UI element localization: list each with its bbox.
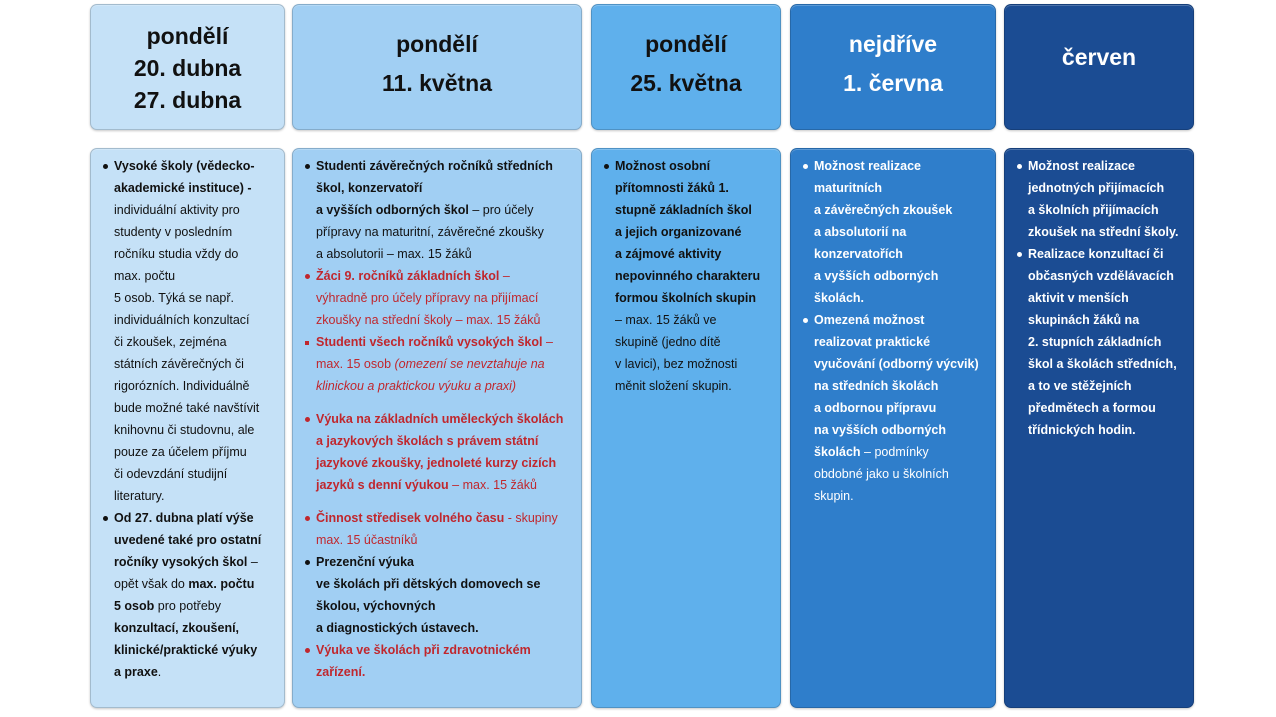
bold-text: formou školních skupin [615,291,756,305]
bullet-item [316,265,577,331]
bold-text: Výuka na základních uměleckých školách [316,412,564,426]
bold-text: ročníky vysokých škol [114,555,248,569]
bold-text: Studenti závěrečných ročníků středních [316,159,553,173]
text-line [114,551,280,573]
text-line [814,353,991,375]
body-text: – [247,555,258,569]
text-line [1028,287,1189,309]
text-line [114,507,280,529]
bold-text: Možnost osobní [615,159,711,173]
text-line [316,551,577,573]
bullet-item [814,155,991,309]
bullet-icon [305,648,310,653]
text-line [114,221,280,243]
header-line: nejdříve [848,31,938,57]
text-line [1028,309,1189,331]
body-text: výhradně pro účely přípravy na přijímací [316,291,539,305]
text-line [316,507,577,529]
text-line [316,331,577,353]
bullet-icon [803,318,808,323]
text-line [814,375,991,397]
header-line: pondělí [645,31,727,57]
bold-text: jazyků s denní výukou [316,478,449,492]
bullet-icon [1017,252,1022,257]
body-text: max. 15 osob [316,357,395,371]
date-header [1004,4,1194,130]
bold-text: přítomnosti žáků 1. [615,181,729,195]
date-header [292,4,582,130]
text-line [316,265,577,287]
text-line [316,661,577,683]
bold-text: nepovinného charakteru [615,269,761,283]
bold-text: Možnost realizace [1028,159,1135,173]
bold-text: zařízení. [316,665,366,679]
bold-text: školou, výchovných [316,599,436,613]
body-text: ročníku studia vždy do [114,247,239,261]
body-text: - skupiny [504,511,558,525]
bold-text: škol a školách středních, [1028,357,1177,371]
bold-text: Vysoké školy (vědecko- [114,159,255,173]
body-text: – [499,269,510,283]
bold-text: realizovat praktické [814,335,931,349]
bold-text: 2. stupních základních [1028,335,1162,349]
measures-panel [790,148,996,708]
text-line [114,485,280,507]
date-header [591,4,781,130]
bullet-item [1028,155,1189,243]
body-text: a absolutorii – max. 15 žáků [316,247,472,261]
header-line: pondělí [146,23,229,49]
bold-text: a zájmové aktivity [615,247,722,261]
bold-text: akademické instituce) - [114,181,252,195]
body-text: či odevzdání studijní [114,467,228,481]
measures-panel [591,148,781,708]
measures-panel [1004,148,1194,708]
text-line [114,617,280,639]
text-line [316,639,577,661]
text-line [316,221,577,243]
bold-text: na středních školách [814,379,939,393]
text-line [615,243,776,265]
text-line [114,353,280,375]
italic-note: klinickou a praktickou výuku a praxi) [316,379,517,393]
bold-text: Činnost středisek volného času [316,511,505,525]
bold-text: a závěrečných zkoušek [814,203,953,217]
text-line [114,441,280,463]
timeline-column-3 [591,0,781,717]
bullet-icon [305,417,310,422]
text-line [114,397,280,419]
text-line [1028,397,1189,419]
text-line [814,177,991,199]
text-line [615,353,776,375]
bold-text: uvedené také pro ostatní [114,533,262,547]
measures-panel [292,148,582,708]
body-text: . [157,665,162,679]
text-line [114,265,280,287]
body-text: – pro účely [468,203,534,217]
text-line [316,617,577,639]
text-line [1028,419,1189,441]
body-text: knihovnu či studovnu, ale [114,423,255,437]
bold-text: konzervatořích [814,247,903,261]
bullet-icon [1017,164,1022,169]
body-text: – max. 15 žáků [448,478,537,492]
bullet-icon [305,164,310,169]
text-line [615,199,776,221]
bold-text: Studenti všech ročníků vysokých škol [316,335,543,349]
bullet-item [316,551,577,639]
text-line [114,331,280,353]
text-line [316,573,577,595]
bullet-item [814,309,991,507]
text-line [114,573,280,595]
text-line [114,177,280,199]
text-line [814,155,991,177]
bold-text: maturitních [814,181,883,195]
text-line [615,331,776,353]
text-line [814,221,991,243]
body-text: 5 osob. Týká se např. [114,291,234,305]
bold-text: škol, konzervatoří [316,181,423,195]
text-line [316,430,577,452]
text-line [814,265,991,287]
text-line [814,397,991,419]
body-text: obdobné jako u školních [814,467,949,481]
header-line: 25. května [630,70,742,96]
bold-text: a absolutorií na [814,225,907,239]
bullet-icon [305,560,310,565]
text-line [814,485,991,507]
text-line [1028,177,1189,199]
text-line [316,375,577,397]
text-line [1028,375,1189,397]
timeline-column-4 [790,0,996,717]
header-line: 27. dubna [133,87,242,113]
body-text: – max. 15 žáků ve [615,313,717,327]
body-text: bude možné také navštívit [114,401,260,415]
text-line [114,595,280,617]
text-line [814,463,991,485]
bold-text: a to ve stěžejních [1028,379,1132,393]
text-line [114,309,280,331]
body-text: studenty v posledním [114,225,233,239]
bullet-icon [103,516,108,521]
text-line [814,441,991,463]
text-line [316,155,577,177]
italic-note: (omezení se nevztahuje na [394,357,545,371]
body-text: max. počtu [114,269,176,283]
text-line [814,309,991,331]
body-text: zkoušky na střední školy – max. 15 žáků [316,313,541,327]
timeline-column-2 [292,0,582,717]
text-line [114,639,280,661]
bold-text: a vyšších odborných škol [316,203,469,217]
bold-text: předmětech a formou [1028,401,1156,415]
text-line [615,309,776,331]
bold-text: Možnost realizace [814,159,921,173]
bold-text: 5 osob [114,599,155,613]
bold-text: občasných vzdělávacích [1028,269,1174,283]
body-text: individuální aktivity pro [114,203,240,217]
body-text: literatury. [114,489,165,503]
body-text: – podmínky [860,445,929,459]
bold-text: školách [814,445,861,459]
bullet-item [316,331,577,397]
text-line [114,375,280,397]
bold-text: vyučování (odborný výcvik) [814,357,979,371]
bold-text: klinické/praktické výuky [114,643,258,657]
bold-text: konzultací, zkoušení, [114,621,240,635]
bold-text: třídnických hodin. [1028,423,1136,437]
bold-text: školách. [814,291,865,305]
bold-text: aktivit v menších [1028,291,1129,305]
body-text: pouze za účelem příjmu [114,445,247,459]
bullet-icon [803,164,808,169]
header-line: 11. května [382,70,492,96]
body-text: státních závěrečných či [114,357,244,371]
text-line [114,243,280,265]
bold-text: max. počtu [188,577,255,591]
bullet-icon [103,164,108,169]
text-line [114,419,280,441]
bullet-icon [305,516,310,521]
body-text: či zkoušek, zejména [114,335,227,349]
text-line [316,452,577,474]
body-text: – [542,335,553,349]
bold-text: a praxe [114,665,158,679]
text-line [615,375,776,397]
text-line [814,331,991,353]
body-text: v lavici), bez možnosti [615,357,738,371]
bullet-icon [305,274,310,279]
bullet-item [615,155,776,397]
bullet-item [114,507,280,683]
body-text: rigorózních. Individuálně [114,379,250,393]
text-line [114,661,280,683]
text-line [615,221,776,243]
body-text: pro potřeby [154,599,222,613]
text-line [114,155,280,177]
text-line [1028,155,1189,177]
bold-text: Omezená možnost [814,313,925,327]
body-text: skupin. [814,489,854,503]
text-line [316,353,577,375]
timeline-column-5 [1004,0,1194,717]
date-header [790,4,996,130]
text-line [114,463,280,485]
text-line [814,199,991,221]
bold-text: skupinách žáků na [1028,313,1140,327]
text-line [1028,199,1189,221]
text-line [114,199,280,221]
body-text: max. 15 účastníků [316,533,418,547]
text-line [316,243,577,265]
header-line: červen [1061,44,1137,70]
bold-text: Výuka ve školách při zdravotnickém [316,643,531,657]
bullet-icon [604,164,609,169]
text-line [1028,265,1189,287]
text-line [114,287,280,309]
bullet-item [316,408,577,496]
text-line [316,595,577,617]
text-line [814,287,991,309]
bold-text: na vyšších odborných [814,423,946,437]
bold-text: jednotných přijímacích [1028,181,1165,195]
bold-text: stupně základních škol [615,203,752,217]
date-header [90,4,285,130]
bold-text: a jejich organizované [615,225,742,239]
bold-text: Realizace konzultací či [1028,247,1164,261]
text-line [615,287,776,309]
bold-text: a jazykových školách s právem státní [316,434,539,448]
text-line [615,155,776,177]
bold-text: Prezenční výuka [316,555,414,569]
bullet-item [1028,243,1189,441]
text-line [316,199,577,221]
measures-panel [90,148,285,708]
bullet-item [316,155,577,265]
header-line: pondělí [396,31,478,57]
text-line [316,309,577,331]
text-line [316,287,577,309]
square-bullet-icon [305,341,309,345]
header-line: 1. června [843,70,943,96]
text-line [814,419,991,441]
body-text: měnit složení skupin. [615,379,732,393]
text-line [615,265,776,287]
text-line [615,177,776,199]
bold-text: a odbornou přípravu [814,401,937,415]
text-line [316,177,577,199]
body-text: přípravy na maturitní, závěrečné zkoušky [316,225,544,239]
body-text: individuálních konzultací [114,313,250,327]
bullet-item [114,155,280,507]
text-line [1028,243,1189,265]
text-line [316,474,577,496]
header-line: 20. dubna [133,55,242,81]
bold-text: zkoušek na střední školy. [1028,225,1179,239]
timeline-column-1 [90,0,285,717]
bold-text: jazykové zkoušky, jednoleté kurzy cizích [316,456,557,470]
body-text: skupině (jedno dítě [615,335,721,349]
bold-text: Žáci 9. ročníků základních škol [316,269,500,283]
text-line [1028,353,1189,375]
text-line [316,408,577,430]
text-line [1028,331,1189,353]
bold-text: Od 27. dubna platí výše [114,511,254,525]
bold-text: a vyšších odborných [814,269,939,283]
bold-text: a diagnostických ústavech. [316,621,479,635]
bold-text: a školních přijímacích [1028,203,1159,217]
bold-text: ve školách při dětských domovech se [316,577,541,591]
bullet-item [316,507,577,551]
bullet-item [316,639,577,683]
text-line [114,529,280,551]
text-line [814,243,991,265]
text-line [1028,221,1189,243]
body-text: opět však do [114,577,189,591]
text-line [316,529,577,551]
